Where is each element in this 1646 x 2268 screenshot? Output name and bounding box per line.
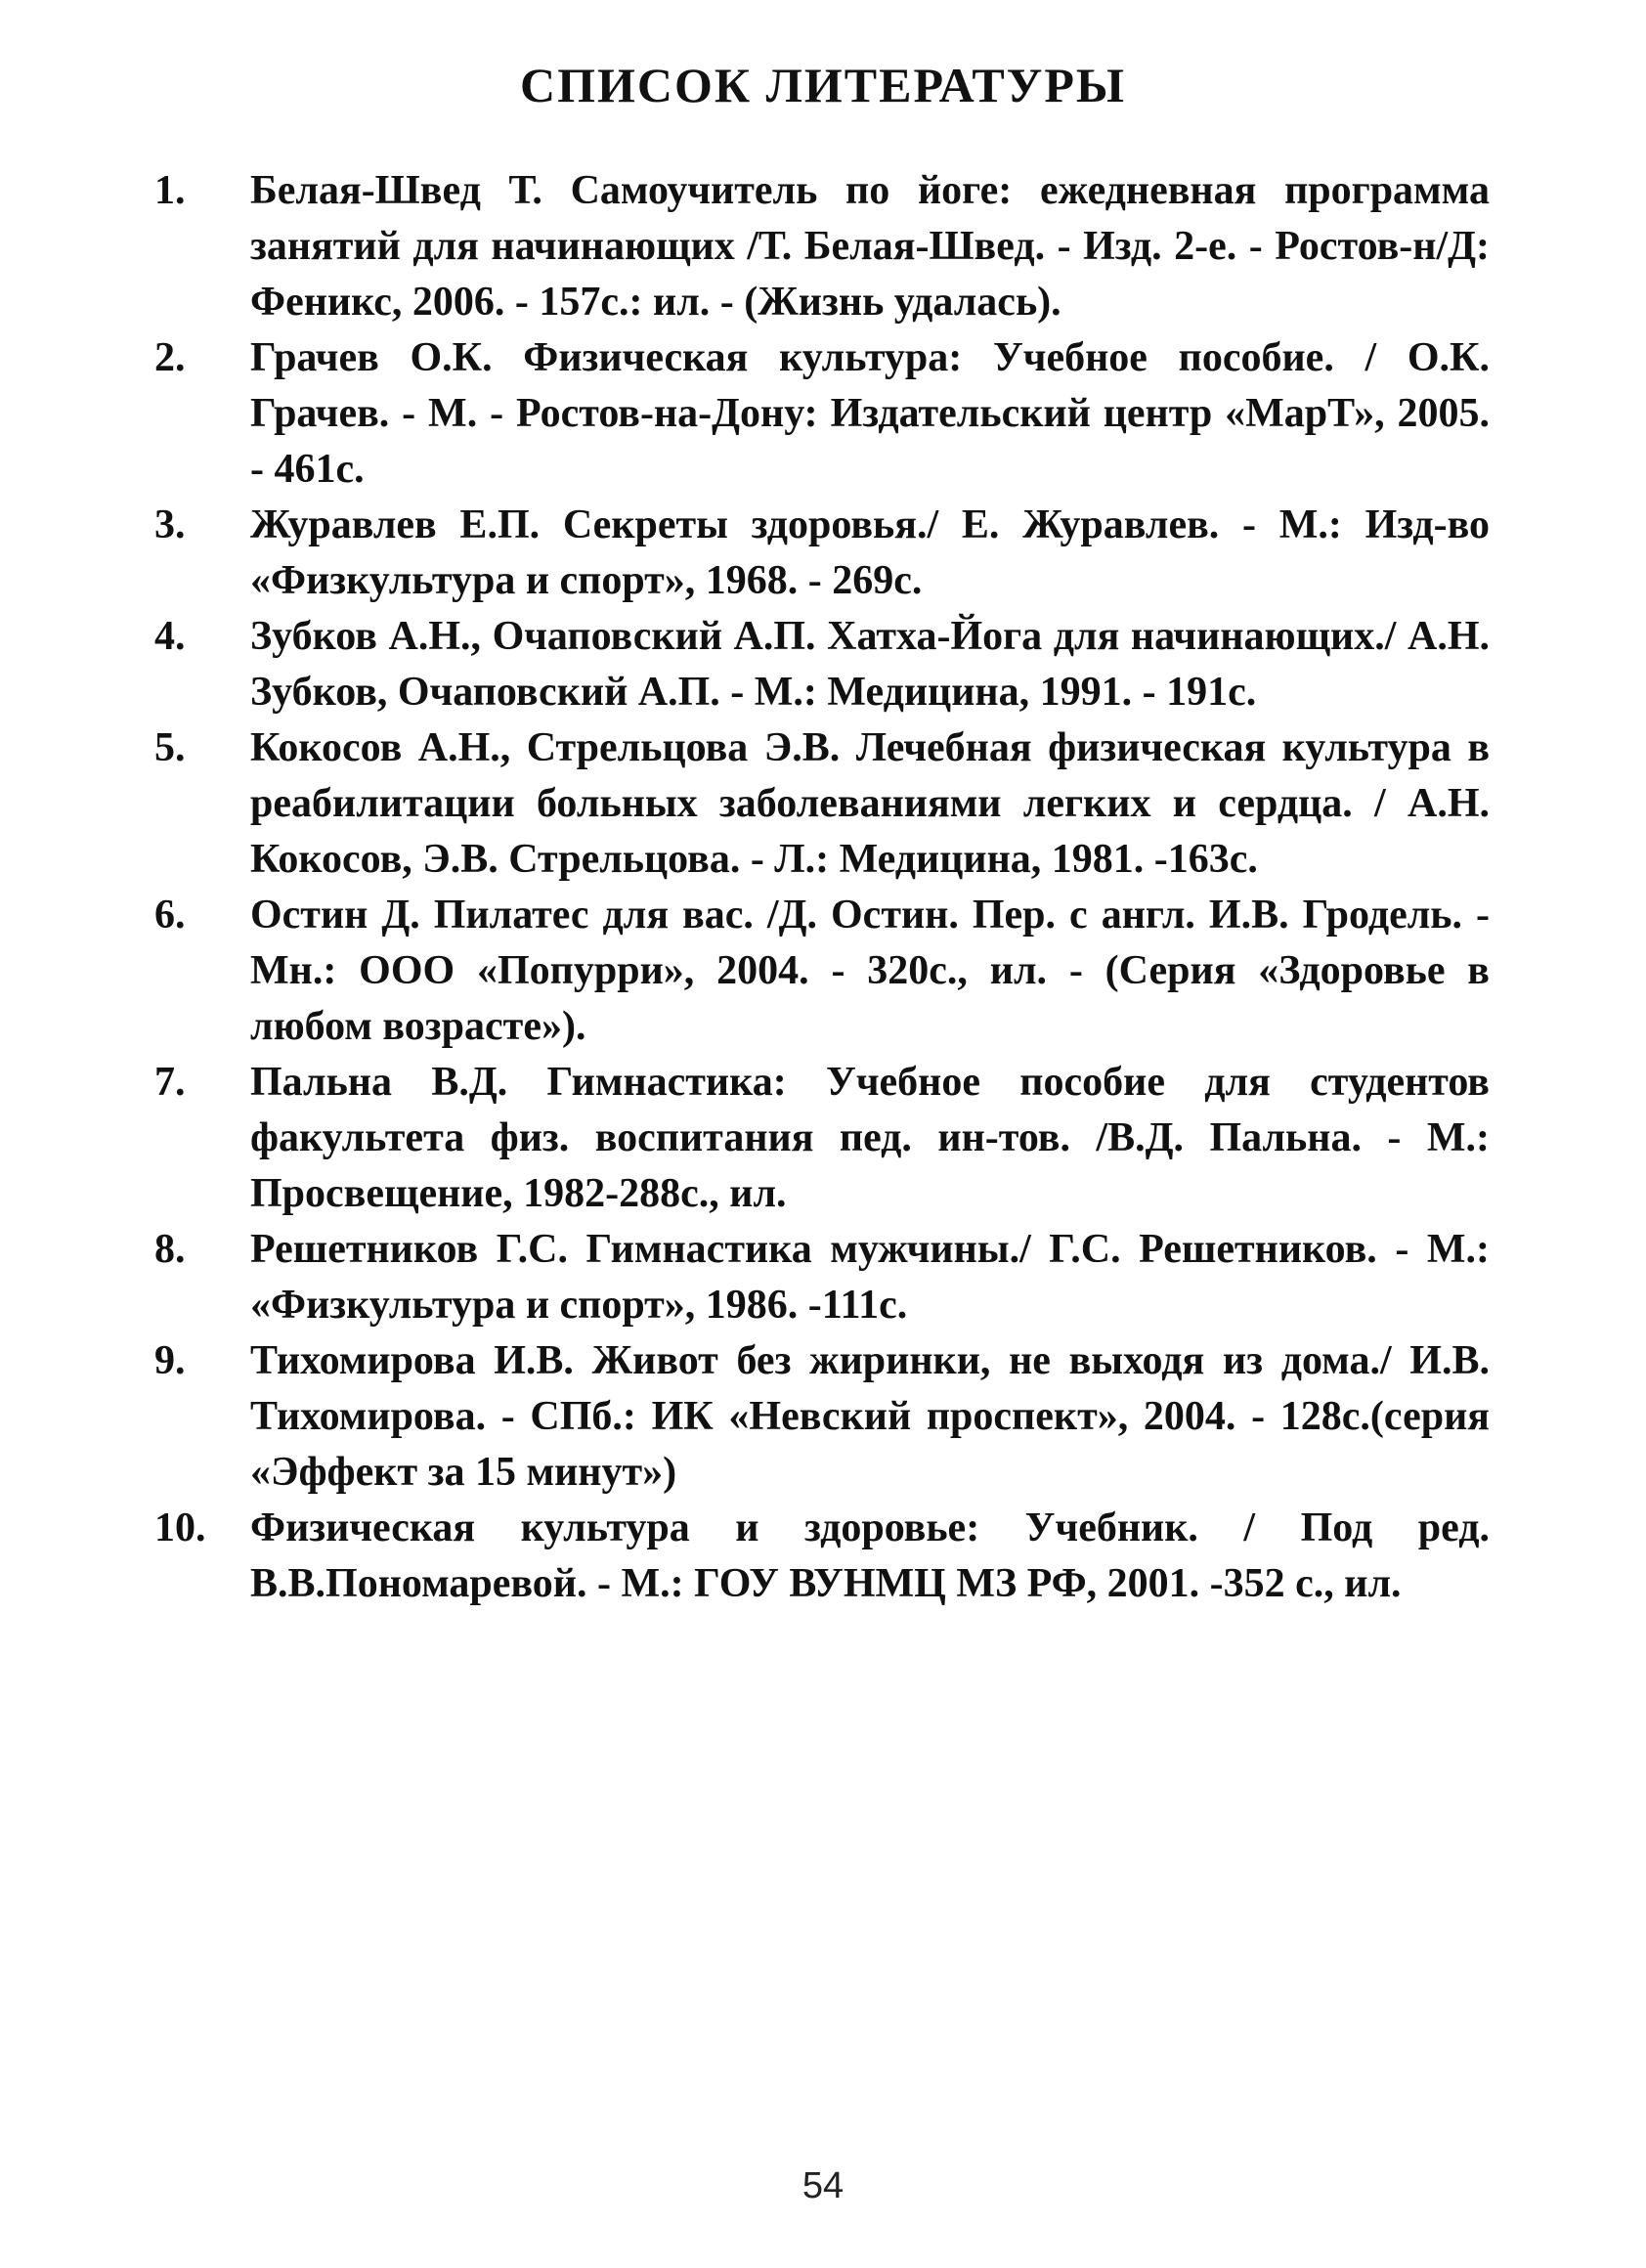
entry-text: Тихомирова И.В. Живот без жиринки, не выходя из дома./ И.В. Тихомирова. - СПб.: ИК «Невский проспект», 2004. - 128с.(серия «Эффект за 15 минут») bbox=[250, 1338, 1490, 1495]
entry-number: 6. bbox=[154, 893, 186, 938]
entry-number: 4. bbox=[154, 614, 186, 659]
page-title: СПИСОК ЛИТЕРАТУРЫ bbox=[519, 58, 1127, 112]
entry-number: 10. bbox=[154, 1505, 206, 1550]
entry-text: Белая-Швед Т. Самоучитель по йоге: ежедневная программа занятий для начинающих /Т. Белая-Швед. - Изд. 2-е. - Ростов-н/Д: Феникс, 2006. - 157с.: ил. - (Жизнь удалась). bbox=[250, 168, 1490, 325]
bibliography-entry-1 bbox=[154, 163, 1490, 330]
entry-text: Грачев О.К. Физическая культура: Учебное пособие. / О.К. Грачев. - М. - Ростов-на-Дону: Издательский центр «МарТ», 2005. - 461с. bbox=[250, 335, 1490, 492]
entry-number: 1. bbox=[154, 168, 186, 213]
bibliography-entry-6 bbox=[154, 888, 1490, 1055]
bibliography-entry-7 bbox=[154, 1055, 1490, 1222]
bibliography-entry-5 bbox=[154, 720, 1490, 888]
bibliography-entry-8 bbox=[154, 1222, 1490, 1333]
page-number: 54 bbox=[801, 2165, 845, 2206]
entry-number: 5. bbox=[154, 725, 186, 770]
bibliography-entry-4 bbox=[154, 609, 1490, 720]
bibliography-entry-10 bbox=[154, 1501, 1490, 1612]
entry-number: 9. bbox=[154, 1338, 186, 1383]
entry-text: Зубков А.Н., Очаповский А.П. Хатха-Йога для начинающих./ А.Н. Зубков, Очаповский А.П. - М.: Медицина, 1991. - 191с. bbox=[250, 614, 1490, 715]
bibliography-entry-3 bbox=[154, 498, 1490, 609]
bibliography-entry-2 bbox=[154, 330, 1490, 498]
entry-text: Кокосов А.Н., Стрельцова Э.В. Лечебная физическая культура в реабилитации больных заболеваниями легких и сердца. / А.Н. Кокосов, Э.В. Стрельцова. - Л.: Медицина, 1981. -163с. bbox=[250, 725, 1490, 882]
entry-number: 8. bbox=[154, 1227, 186, 1272]
bibliography-list bbox=[154, 163, 1490, 1612]
entry-text: Журавлев Е.П. Секреты здоровья./ Е. Журавлев. - М.: Изд-во «Физкультура и спорт», 1968. - 269с. bbox=[250, 502, 1490, 603]
entry-number: 7. bbox=[154, 1060, 186, 1105]
bibliography-entry-9 bbox=[154, 1333, 1490, 1501]
entry-text: Решетников Г.С. Гимнастика мужчины./ Г.С. Решетников. - М.: «Физкультура и спорт», 1986. -111с. bbox=[250, 1227, 1490, 1328]
entry-text: Физическая культура и здоровье: Учебник. / Под ред. В.В.Пономаревой. - М.: ГОУ ВУНМЦ МЗ РФ, 2001. -352 с., ил. bbox=[250, 1505, 1490, 1606]
entry-text: Пальна В.Д. Гимнастика: Учебное пособие для студентов факультета физ. воспитания пед. ин-тов. /В.Д. Пальна. - М.: Просвещение, 1982-288с., ил. bbox=[250, 1060, 1490, 1216]
entry-text: Остин Д. Пилатес для вас. /Д. Остин. Пер. с англ. И.В. Гродель. - Мн.: ООО «Попурри», 2004. - 320с., ил. - (Серия «Здоровье в любом возрасте»). bbox=[250, 893, 1490, 1049]
entry-number: 2. bbox=[154, 335, 186, 380]
entry-number: 3. bbox=[154, 502, 186, 547]
